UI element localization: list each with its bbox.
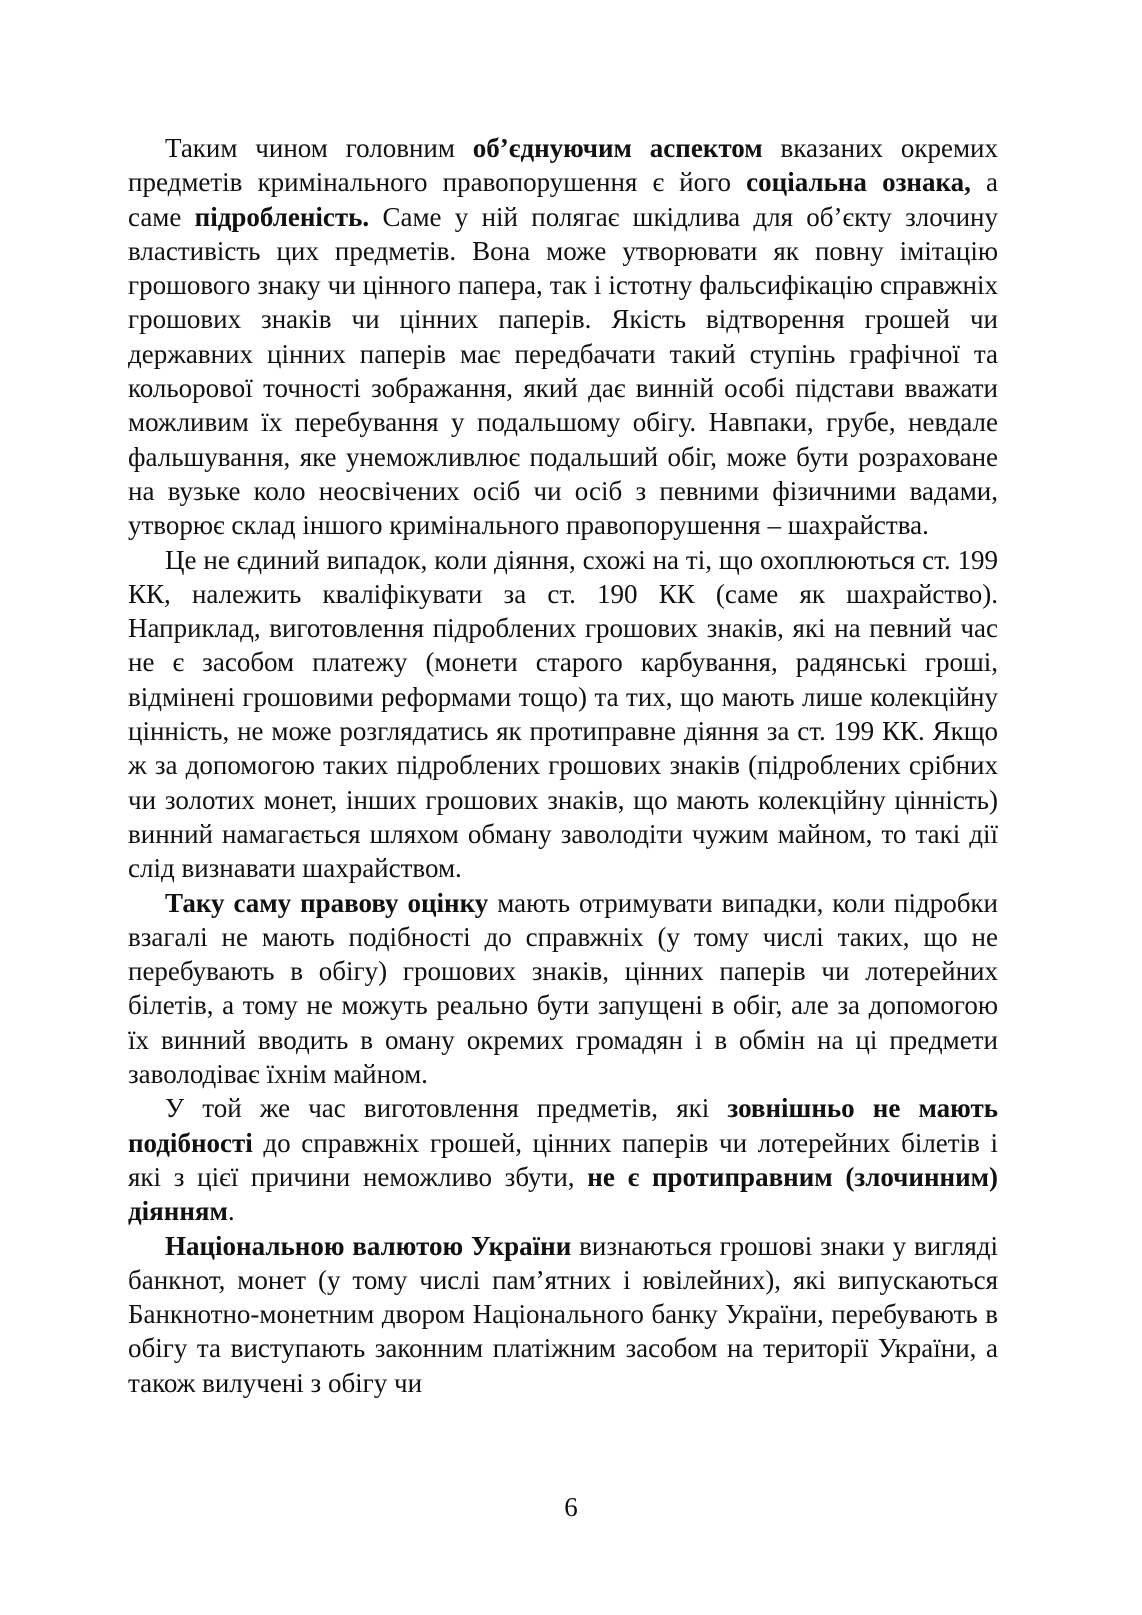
text-run: Саме у ній полягає шкідлива для об’єкту злочину властивість цих предметів. Вона може утворювати як повну імітацію грошового знаку чи цінного папера, так і істотну фальсифікацію справжніх грошових знаків чи цінних паперів. Якість відтворення грошей чи державних цінних паперів має передбачати такий ступінь графічної та кольорової точності зображання, який дає винній особі підстави вважати можливим їх перебування у подальшому обігу. Навпаки, грубе, невдале фальшування, яке унеможливлює подальший обіг, може бути розраховане на вузьке коло неосвічених осіб чи осіб з певними фізичними вадами, утворює склад іншого кримінального правопорушення – шахрайства. [128, 201, 998, 541]
bold-run: Таку саму правову оцінку [165, 887, 489, 918]
text-run: У той же час виготовлення предметів, які [165, 1093, 728, 1124]
page-number: 6 [564, 1492, 578, 1522]
paragraph-2 [128, 543, 998, 886]
text-run: а саме [128, 167, 998, 232]
text-run: вказаних окремих предметів кримінального правопорушення є його [128, 133, 998, 198]
paragraph-1 [128, 131, 998, 543]
text-run: Це не єдиний випадок, коли діяння, схожі на ті, що охоплюються ст. 199 КК, належить кваліфікувати за ст. 190 КК (саме як шахрайство). Наприклад, виготовлення підроблених грошових знаків, які на певний час не є засобом платежу (монети старого карбування, радянські гроші, відмінені грошовими реформами тощо) та тих, що мають лише колекційну цінність, не може розглядатись як протиправне діяння за ст. 199 КК. Якщо ж за допомогою таких підроблених грошових знаків (підроблених срібних чи золотих монет, інших грошових знаків, що мають колекційну цінність) винний намагається шляхом обману заволодіти чужим майном, то такі дії слід визнавати шахрайством. [128, 544, 998, 884]
paragraph-5 [128, 1229, 998, 1400]
paragraph-4 [128, 1091, 998, 1228]
text-run: визнаються грошові знаки у вигляді банкнот, монет (у тому числі пам’ятних і ювілейних), які випускаються Банкнотно-монетним двором Національного банку України, перебувають в обігу та виступають законним платіжним засобом на території України, а також вилучені з обігу чи [128, 1230, 998, 1398]
text-run: Таким чином головним [165, 133, 473, 163]
bold-run: Національною валютою України [165, 1230, 572, 1261]
bold-run: соціальна ознака, [746, 167, 971, 198]
bold-run: об’єднуючим аспектом [472, 133, 763, 163]
bold-run: зовнішньо не мають подібності [128, 1093, 998, 1158]
paragraph-3 [128, 886, 998, 1092]
text-run: мають отримувати випадки, коли підробки взагалі не мають подібності до справжніх (у тому числі таких, що не перебувають в обігу) грошових знаків, цінних паперів чи лотерейних білетів, а тому не можуть реально бути запущені в обіг, але за допомогою їх винний вводить в оману окремих громадян і в обмін на ці предмети заволодіває їхнім майном. [128, 887, 998, 1090]
bold-run: не є протиправним (злочинним) діянням [128, 1161, 999, 1227]
body-text [128, 131, 998, 1400]
text-run: до справжніх грошей, цінних паперів чи лотерейних білетів і які з цієї причини неможливо збути, [128, 1127, 998, 1192]
bold-run: підробленість. [194, 201, 370, 232]
text-run: . [227, 1196, 235, 1227]
